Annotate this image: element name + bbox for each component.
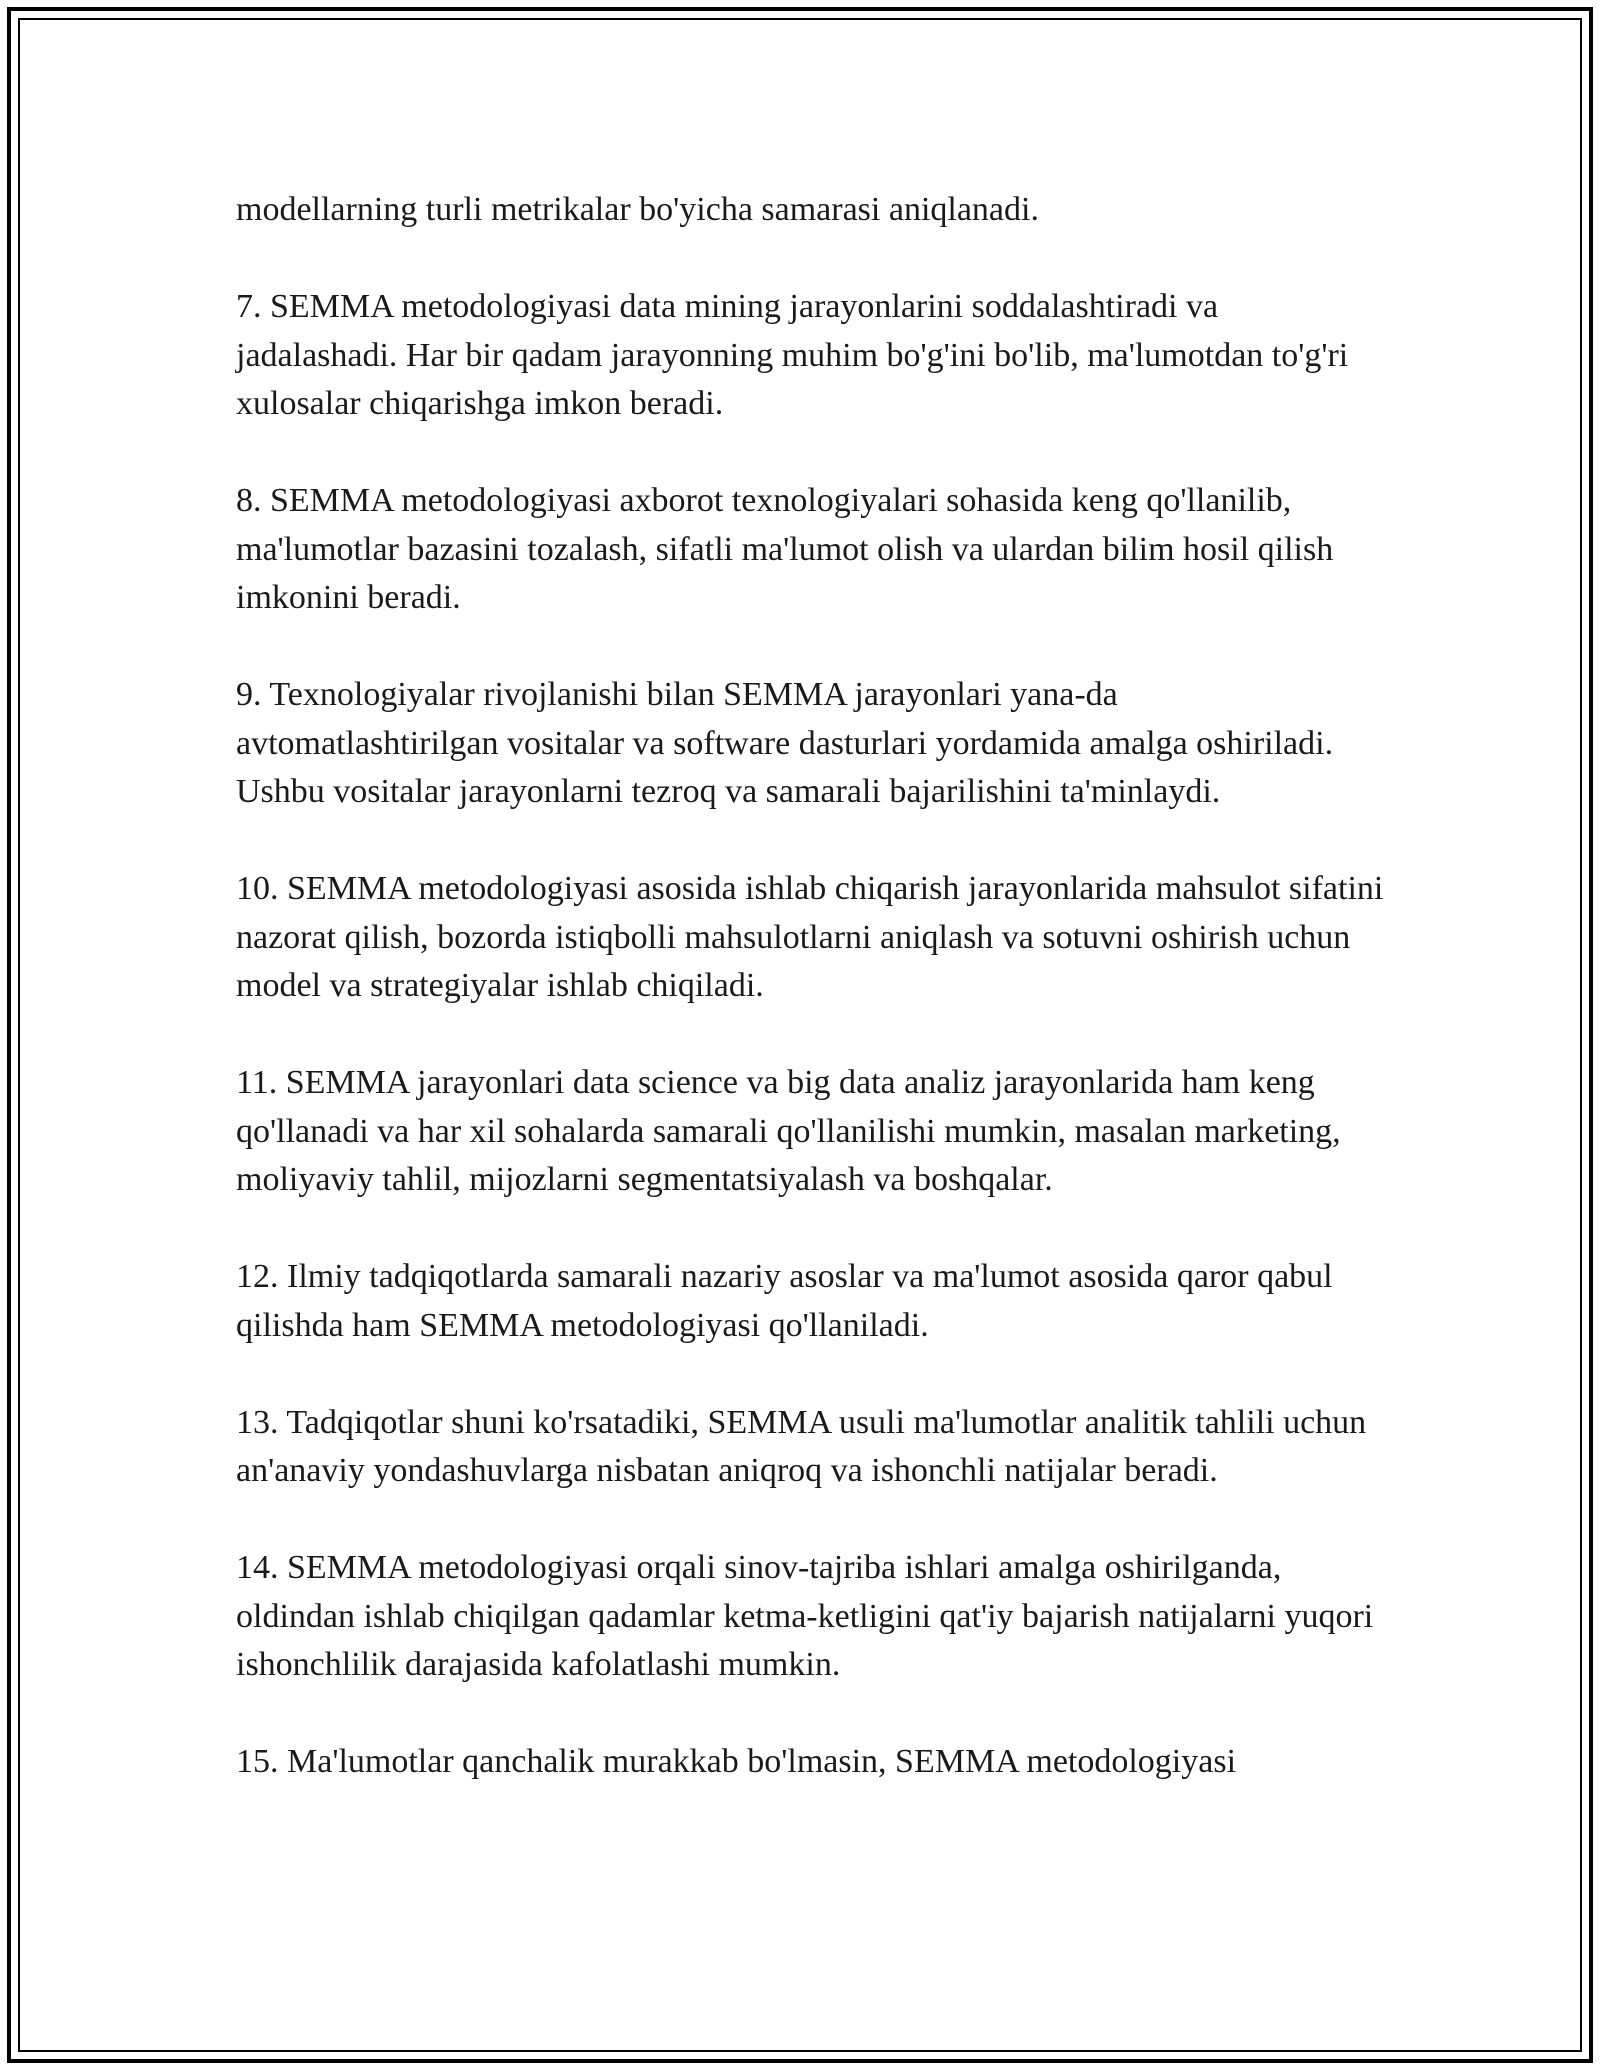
paragraph-item-11: 11. SEMMA jarayonlari data science va big data analiz jarayonlarida ham keng qo'llanadi va har xil sohalarda samarali qo'llanilishi mumkin, masalan marketing, moliyaviy tahlil, mijozlarni segmentatsiyalash va boshqalar. [236,1064,1341,1198]
paragraph-item-15: 15. Ma'lumotlar qanchalik murakkab bo'lmasin, SEMMA metodologiyasi [236,1743,1237,1780]
paragraph-item-12: 12. Ilmiy tadqiqotlarda samarali nazariy asoslar va ma'lumot asosida qaror qabul qilishda ham SEMMA metodologiyasi qo'llaniladi. [236,1258,1333,1344]
paragraph-item-9: 9. Texnologiyalar rivojlanishi bilan SEMMA jarayonlari yana-da avtomatlashtirilgan vositalar va software dasturlari yordamida amalga oshiriladi. Ushbu vositalar jarayonlarni tezroq va samarali bajarilishini ta'minlaydi. [236,676,1334,810]
document-body [236,186,1386,1787]
paragraph-item-13: 13. Tadqiqotlar shuni ko'rsatadiki, SEMMA usuli ma'lumotlar analitik tahlili uchun an'anaviy yondashuvlarga nisbatan aniqroq va ishonchli natijalar beradi. [236,1403,1367,1489]
paragraph-item-8: 8. SEMMA metodologiyasi axborot texnologiyalari sohasida keng qo'llanilib, ma'lumotlar bazasini tozalash, sifatli ma'lumot olish va ulardan bilim hosil qilish imkonini beradi. [236,482,1334,616]
paragraph-continuation: modellarning turli metrikalar bo'yicha samarasi aniqlanadi. [236,191,1039,228]
paragraph-item-10: 10. SEMMA metodologiyasi asosida ishlab chiqarish jarayonlarida mahsulot sifatini nazorat qilish, bozorda istiqbolli mahsulotlarni aniqlash va sotuvni oshirish uchun model va strategiyalar ishlab chiqiladi. [236,870,1384,1004]
paragraph-item-7: 7. SEMMA metodologiyasi data mining jarayonlarini soddalashtiradi va jadalashadi. Har bir qadam jarayonning muhim bo'g'ini bo'lib, ma'lumotdan to'g'ri xulosalar chiqarishga imkon beradi. [236,288,1349,422]
paragraph-item-14: 14. SEMMA metodologiyasi orqali sinov-tajriba ishlari amalga oshirilganda, oldindan ishlab chiqilgan qadamlar ketma-ketligini qat'iy bajarish natijalarni yuqori ishonchlilik darajasida kafolatlashi mumkin. [236,1549,1374,1683]
